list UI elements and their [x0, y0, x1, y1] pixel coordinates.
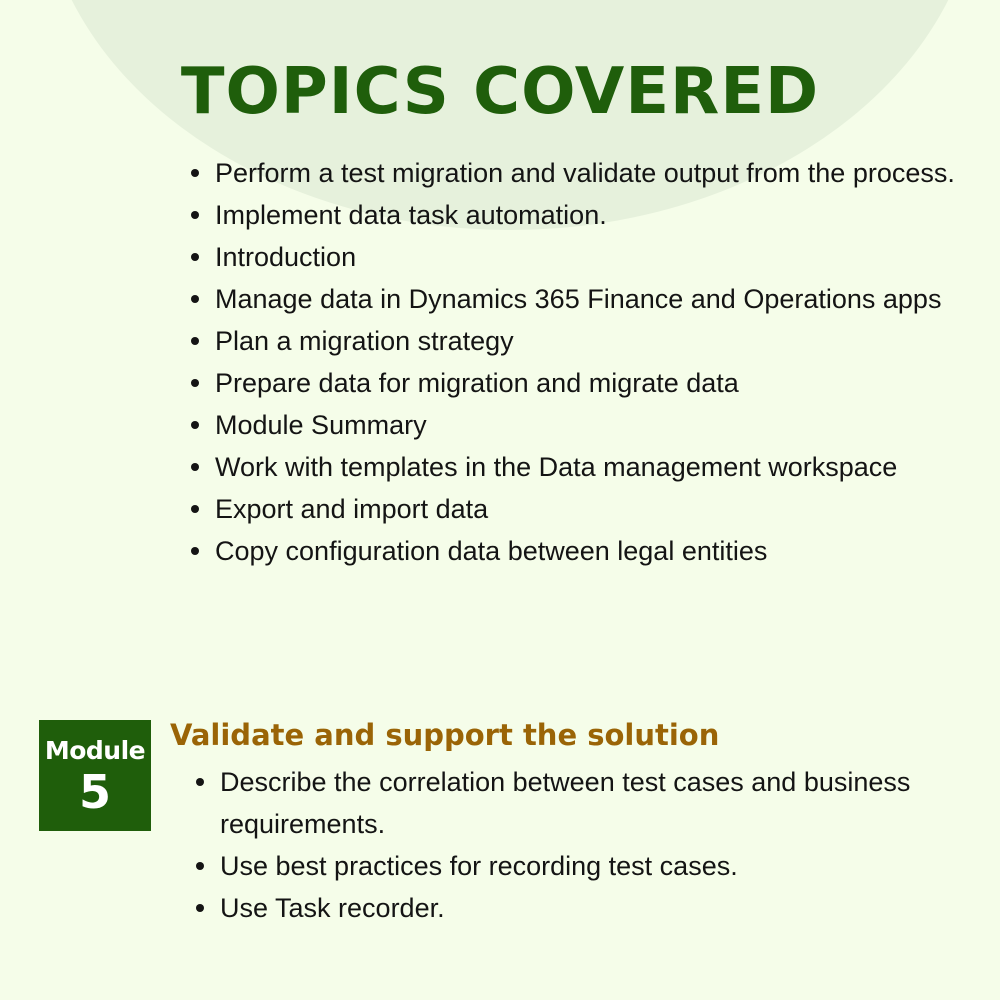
list-item: Implement data task automation.	[215, 194, 955, 236]
list-item: Export and import data	[215, 488, 955, 530]
module-items-list	[220, 761, 940, 929]
module-label: Module	[44, 736, 146, 765]
list-item: Perform a test migration and validate output from the process.	[215, 152, 955, 194]
list-item: Introduction	[215, 236, 955, 278]
list-item: Manage data in Dynamics 365 Finance and Operations apps	[215, 278, 955, 320]
list-item: Use Task recorder.	[220, 887, 940, 929]
list-item: Plan a migration strategy	[215, 320, 955, 362]
list-item: Use best practices for recording test cases.	[220, 845, 940, 887]
list-item: Work with templates in the Data management workspace	[215, 446, 955, 488]
list-item: Prepare data for migration and migrate data	[215, 362, 955, 404]
topics-list	[215, 152, 955, 572]
list-item: Module Summary	[215, 404, 955, 446]
list-item: Copy configuration data between legal entities	[215, 530, 955, 572]
module-badge	[39, 720, 151, 831]
module-heading: Validate and support the solution	[170, 718, 720, 752]
page-title: TOPICS COVERED	[180, 55, 820, 129]
list-item: Describe the correlation between test cases and business requirements.	[220, 761, 940, 845]
module-number: 5	[78, 765, 111, 819]
